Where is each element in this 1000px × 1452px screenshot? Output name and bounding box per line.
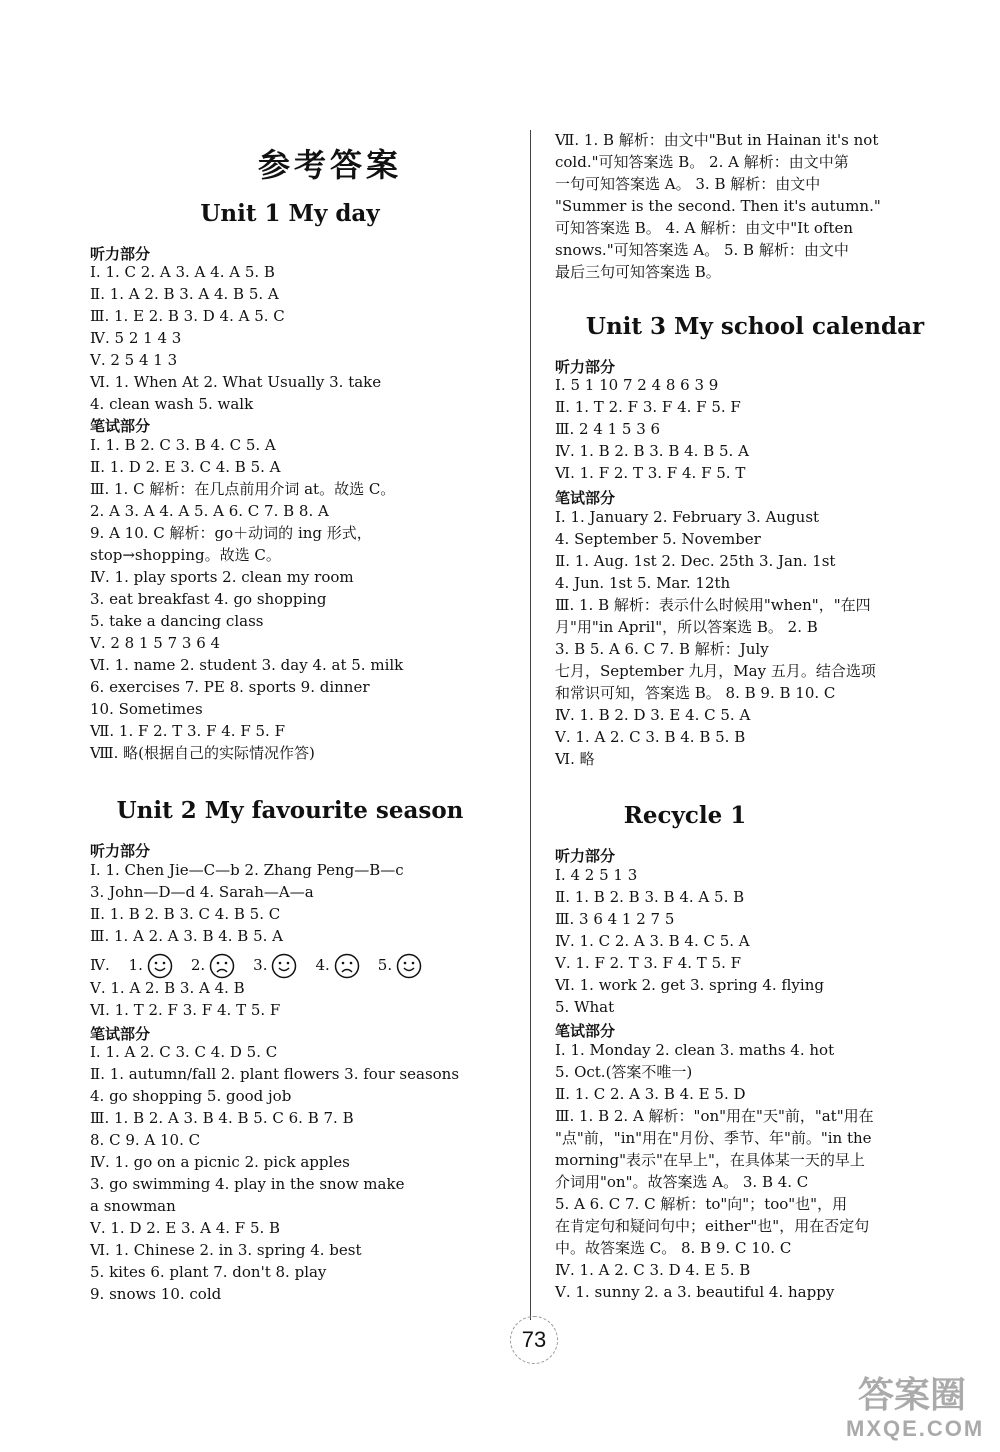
unit2-heading: Unit 2 My favourite season <box>116 797 464 824</box>
smiley-item-num: 5. <box>377 956 393 974</box>
answer-line: 介词用"on"。故答案选 A。 3. B 4. C <box>555 1173 809 1191</box>
answer-line: Ⅰ. 1. C 2. A 3. A 4. A 5. B <box>90 263 275 281</box>
answer-line: Ⅱ. 1. Aug. 1st 2. Dec. 25th 3. Jan. 1st <box>555 552 836 570</box>
answer-line: Ⅵ. 略 <box>555 750 595 768</box>
recycle1-writing-label: 笔试部分 <box>555 1022 616 1040</box>
answer-line: Ⅶ. 1. F 2. T 3. F 4. F 5. F <box>90 722 285 740</box>
answer-line: Ⅰ. 5 1 10 7 2 4 8 6 3 9 <box>555 376 719 394</box>
page-title: 参考答案 <box>257 146 402 184</box>
answer-line: 中。故答案选 C。 8. B 9. C 10. C <box>555 1239 792 1257</box>
unit3-writing-label: 笔试部分 <box>555 489 616 507</box>
sad-face-icon <box>209 953 235 979</box>
answer-line: Ⅴ. 1. sunny 2. a 3. beautiful 4. happy <box>555 1283 835 1301</box>
unit3-heading: Unit 3 My school calendar <box>585 313 925 340</box>
answer-line: Ⅵ. 1. T 2. F 3. F 4. T 5. F <box>90 1001 281 1019</box>
answer-line: "点"前，"in"用在"月份、季节、年"前。"in the <box>555 1129 872 1147</box>
answer-line: 5. A 6. C 7. C 解析：to"向"；too"也"，用 <box>555 1195 848 1213</box>
answer-line: Ⅳ. 1. go on a picnic 2. pick apples <box>90 1153 350 1171</box>
answer-line: Ⅳ. 1. B 2. D 3. E 4. C 5. A <box>555 706 751 724</box>
sad-face-icon <box>334 953 360 979</box>
answer-line: 4. clean wash 5. walk <box>90 395 254 413</box>
answer-line: Ⅰ. 1. January 2. February 3. August <box>555 508 820 526</box>
answer-line: 3. B 5. A 6. C 7. B 解析：July <box>555 640 769 658</box>
column-divider <box>530 130 531 1320</box>
answer-line: stop→shopping。故选 C。 <box>90 546 281 564</box>
unit1-writing-label: 笔试部分 <box>90 417 151 435</box>
answer-line: Ⅴ. 1. A 2. B 3. A 4. B <box>90 979 245 997</box>
answer-line: Ⅴ. 2 8 1 5 7 3 6 4 <box>90 634 221 652</box>
answer-line: 七月，September 九月，May 五月。结合选项 <box>555 662 876 680</box>
answer-line: Ⅴ. 2 5 4 1 3 <box>90 351 178 369</box>
smiley-item-num: 1. <box>128 956 143 974</box>
answer-line: Ⅰ. 4 2 5 1 3 <box>555 866 638 884</box>
answer-line: 4. Jun. 1st 5. Mar. 12th <box>555 574 731 592</box>
answer-line: Ⅱ. 1. D 2. E 3. C 4. B 5. A <box>90 458 281 476</box>
answer-line: 6. exercises 7. PE 8. sports 9. dinner <box>90 678 370 696</box>
answer-line: Ⅳ. 1. B 2. B 3. B 4. B 5. A <box>555 442 749 460</box>
answer-line: 5. What <box>555 998 615 1016</box>
answer-line: 5. kites 6. plant 7. don't 8. play <box>90 1263 327 1281</box>
happy-face-icon <box>147 953 173 979</box>
answer-line: Ⅰ. 1. B 2. C 3. B 4. C 5. A <box>90 436 276 454</box>
answer-line: 8. C 9. A 10. C <box>90 1131 201 1149</box>
answer-line: 10. Sometimes <box>90 700 203 718</box>
smiley-item-num: 2. <box>190 956 206 974</box>
answer-line: 最后三句可知答案选 B。 <box>555 263 721 281</box>
answer-line: "Summer is the second. Then it's autumn." <box>555 197 881 215</box>
answer-line: Ⅰ. 1. Monday 2. clean 3. maths 4. hot <box>555 1041 835 1059</box>
answer-line: Ⅲ. 1. B 解析：表示什么时候用"when"，"在四 <box>555 596 871 614</box>
answer-line: Ⅱ. 1. A 2. B 3. A 4. B 5. A <box>90 285 279 303</box>
answer-line: Ⅱ. 1. T 2. F 3. F 4. F 5. F <box>555 398 741 416</box>
answer-line: Ⅲ. 1. B 2. A 解析："on"用在"天"前，"at"用在 <box>555 1107 874 1125</box>
answer-line: cold."可知答案选 B。 2. A 解析：由文中第 <box>555 153 849 171</box>
recycle1-listening-label: 听力部分 <box>555 847 616 865</box>
answer-line: Ⅲ. 2 4 1 5 3 6 <box>555 420 661 438</box>
answer-line: Ⅳ. 1. A 2. C 3. D 4. E 5. B <box>555 1261 751 1279</box>
answer-line: Ⅲ. 3 6 4 1 2 7 5 <box>555 910 675 928</box>
answer-line: Ⅱ. 1. autumn/fall 2. plant flowers 3. four seasons <box>90 1065 460 1083</box>
unit2-listening-label: 听力部分 <box>90 842 151 860</box>
answer-line: Ⅲ. 1. A 2. A 3. B 4. B 5. A <box>90 927 284 945</box>
answer-line: 3. go swimming 4. play in the snow make <box>90 1175 405 1193</box>
answer-line: Ⅵ. 1. work 2. get 3. spring 4. flying <box>555 976 824 994</box>
answer-line: 4. go shopping 5. good job <box>90 1087 292 1105</box>
answer-line: 2. A 3. A 4. A 5. A 6. C 7. B 8. A <box>90 502 329 520</box>
answer-line: 月"用"in April"，所以答案选 B。 2. B <box>555 618 818 636</box>
answer-line: 9. A 10. C 解析：go＋动词的 ing 形式， <box>90 524 372 542</box>
unit2-writing-label: 笔试部分 <box>90 1025 151 1043</box>
answer-line: 9. snows 10. cold <box>90 1285 222 1303</box>
answer-line: Ⅳ. 1. play sports 2. clean my room <box>90 568 354 586</box>
answer-line: Ⅵ. 1. Chinese 2. in 3. spring 4. best <box>90 1241 362 1259</box>
answer-line: 在肯定句和疑问句中；either"也"，用在否定句 <box>555 1217 870 1235</box>
answer-line: 4. September 5. November <box>555 530 761 548</box>
watermark-top-text: 答案圈 <box>857 1375 966 1416</box>
answer-line: Ⅴ. 1. F 2. T 3. F 4. T 5. F <box>555 954 742 972</box>
unit3-listening-label: 听力部分 <box>555 358 616 376</box>
smiley-row-label: Ⅳ. <box>90 956 110 974</box>
unit1-listening-label: 听力部分 <box>90 245 151 263</box>
smiley-item-num: 3. <box>253 956 268 974</box>
answer-line: Ⅲ. 1. E 2. B 3. D 4. A 5. C <box>90 307 285 325</box>
watermark-bottom-text: MXQE.COM <box>846 1416 985 1441</box>
answer-line: 3. eat breakfast 4. go shopping <box>90 590 327 608</box>
answer-line: 可知答案选 B。 4. A 解析：由文中"It often <box>555 219 854 237</box>
answer-line: Ⅲ. 1. B 2. A 3. B 4. B 5. C 6. B 7. B <box>90 1109 354 1127</box>
happy-face-icon <box>396 953 422 979</box>
answer-line: Ⅶ. 1. B 解析：由文中"But in Hainan it's not <box>555 131 879 149</box>
answer-line: Ⅵ. 1. When At 2. What Usually 3. take <box>90 373 382 391</box>
answer-line: 3. John—D—d 4. Sarah—A—a <box>90 883 314 901</box>
answer-line: Ⅰ. 1. Chen Jie—C—b 2. Zhang Peng—B—c <box>90 861 404 879</box>
answer-line: Ⅵ. 1. name 2. student 3. day 4. at 5. milk <box>90 656 404 674</box>
answer-line: Ⅱ. 1. B 2. B 3. C 4. B 5. C <box>90 905 281 923</box>
answer-line: Ⅳ. 5 2 1 4 3 <box>90 329 182 347</box>
answer-line: a snowman <box>90 1197 176 1215</box>
answer-line: 一句可知答案选 A。 3. B 解析：由文中 <box>555 175 821 193</box>
answer-line: Ⅷ. 略(根据自己的实际情况作答) <box>90 744 315 762</box>
answer-line: Ⅲ. 1. C 解析：在几点前用介词 at。故选 C。 <box>90 480 396 498</box>
answer-line: Ⅱ. 1. B 2. B 3. B 4. A 5. B <box>555 888 745 906</box>
answer-line: morning"表示"在早上"，在具体某一天的早上 <box>555 1151 865 1169</box>
answer-line: Ⅴ. 1. A 2. C 3. B 4. B 5. B <box>555 728 746 746</box>
answer-line: Ⅴ. 1. D 2. E 3. A 4. F 5. B <box>90 1219 281 1237</box>
smiley-row <box>90 953 426 979</box>
answer-line: 和常识可知，答案选 B。 8. B 9. B 10. C <box>555 684 836 702</box>
answer-line: Ⅰ. 1. A 2. C 3. C 4. D 5. C <box>90 1043 278 1061</box>
answer-line: 5. Oct.(答案不唯一) <box>555 1063 693 1081</box>
recycle1-heading: Recycle 1 <box>623 802 747 829</box>
answer-line: snows."可知答案选 A。 5. B 解析：由文中 <box>555 241 849 259</box>
answer-line: Ⅳ. 1. C 2. A 3. B 4. C 5. A <box>555 932 750 950</box>
answer-line: 5. take a dancing class <box>90 612 264 630</box>
page-number: 73 <box>510 1316 558 1364</box>
watermark-logo <box>846 1375 985 1442</box>
happy-face-icon <box>271 953 297 979</box>
unit1-heading: Unit 1 My day <box>200 200 380 227</box>
answer-line: Ⅱ. 1. C 2. A 3. B 4. E 5. D <box>555 1085 746 1103</box>
smiley-item-num: 4. <box>315 956 330 974</box>
answer-line: Ⅵ. 1. F 2. T 3. F 4. F 5. T <box>555 464 746 482</box>
